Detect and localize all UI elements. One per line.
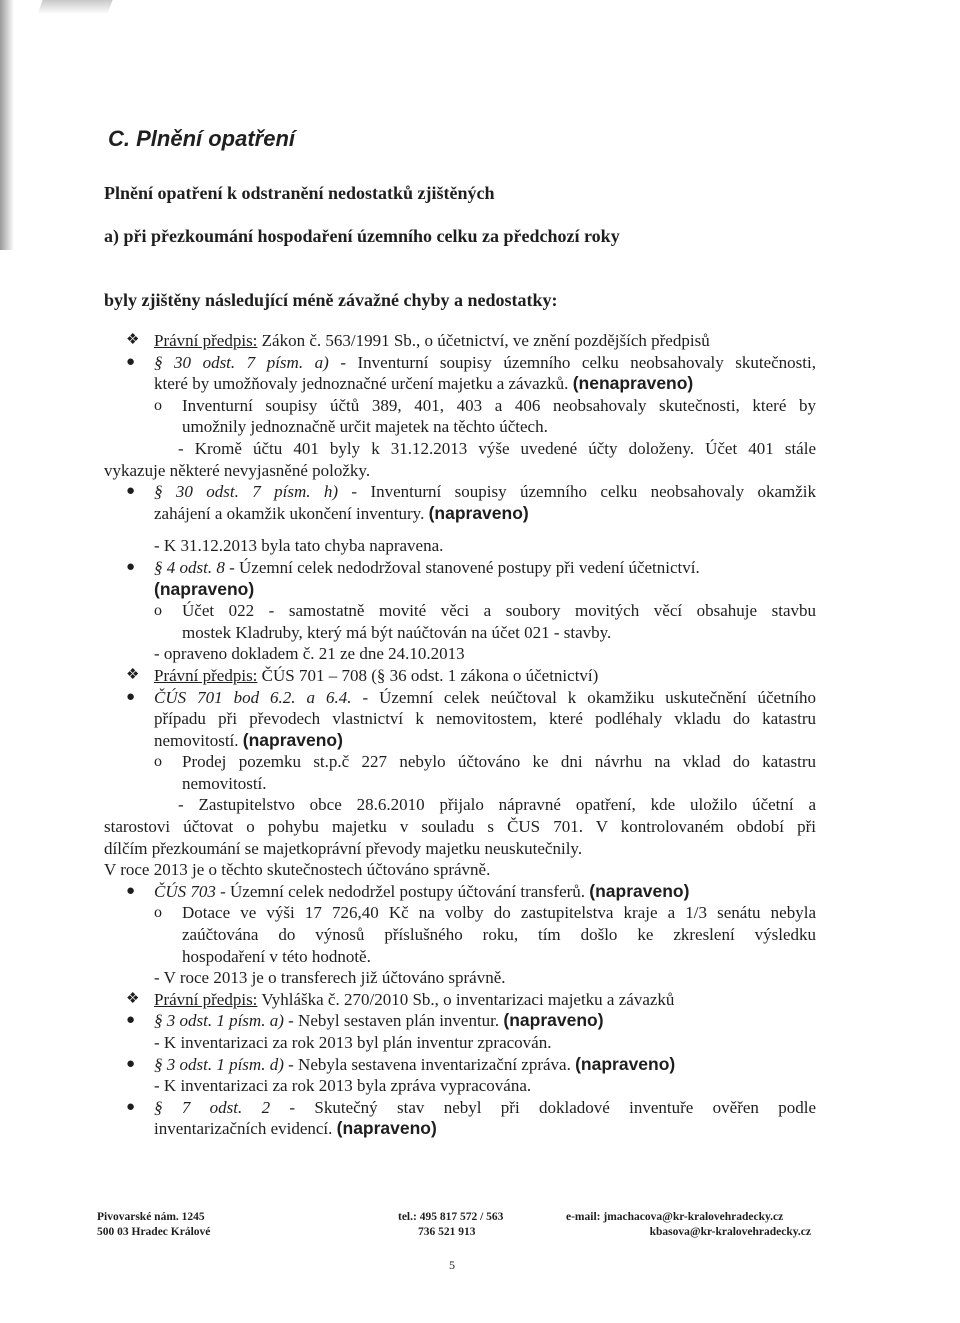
remedy-note: dílčím přezkoumání se majetkoprávní převody majetku neuskutečnily. bbox=[104, 838, 583, 858]
legal-basis-item bbox=[104, 989, 816, 1011]
finding-text: nemovitostí. bbox=[154, 730, 239, 750]
bullet-icon: ● bbox=[126, 688, 136, 705]
finding-item bbox=[104, 557, 816, 600]
finding-item bbox=[104, 881, 816, 903]
footer-address-line: 500 03 Hradec Králové bbox=[97, 1226, 211, 1238]
subheading-1: Plnění opatření k odstranění nedostatků zjištěných bbox=[104, 183, 495, 203]
finding-text: inventarizačních evidencí. bbox=[154, 1119, 333, 1139]
footer-phone-line: 736 521 913 bbox=[418, 1226, 476, 1238]
status-badge: (napraveno) bbox=[154, 578, 255, 599]
detail-text: Prodej pozemku st.p.č 227 nebylo účtováno ke dni návrhu na vklad do katastru bbox=[182, 752, 816, 772]
scan-shadow-top bbox=[37, 0, 112, 14]
remedy-note: - K 31.12.2013 byla tato chyba napravena. bbox=[154, 536, 444, 556]
bullet-icon: ● bbox=[126, 1055, 136, 1072]
footer-email-line: kbasova@kr-kralovehradecky.cz bbox=[649, 1226, 811, 1238]
legal-basis-label: Právní předpis: bbox=[154, 989, 258, 1009]
bullet-icon: ● bbox=[126, 483, 136, 500]
circle-bullet-icon: o bbox=[154, 396, 162, 414]
detail-text: mostek Kladruby, který má být naúčtován na účet 021 - stavby. bbox=[182, 622, 612, 642]
footer-email-line: e-mail: jmachacova@kr-kralovehradecky.cz bbox=[566, 1211, 784, 1223]
legal-basis-text: Vyhláška č. 270/2010 Sb., o inventarizaci majetku a závazků bbox=[257, 989, 675, 1009]
paragraph-ref: § 3 odst. 1 písm. d) bbox=[154, 1054, 284, 1074]
remedy-note: - Zastupitelstvo obce 28.6.2010 přijalo nápravné opatření, kde uložilo účetní a bbox=[178, 795, 816, 815]
paragraph-ref: § 4 odst. 8 bbox=[154, 557, 225, 577]
remedy-note: - Kromě účtu 401 byly k 31.12.2013 výše uvedené účty doloženy. Účet 401 stále bbox=[178, 438, 816, 458]
remedy-note: - K inventarizaci za rok 2013 byl plán inventur zpracován. bbox=[154, 1033, 552, 1052]
finding-text: - Nebyla sestavena inventarizační zpráva. bbox=[283, 1054, 571, 1074]
paragraph-ref: ČÚS 701 bod 6.2. a 6.4. bbox=[154, 687, 352, 707]
paragraph-ref: ČÚS 703 bbox=[154, 881, 216, 901]
legal-basis-label: Právní předpis: bbox=[154, 665, 258, 685]
remedy-note: - V roce 2013 je o transferech již účtováno správně. bbox=[154, 968, 506, 988]
finding-text: - Nebyl sestaven plán inventur. bbox=[283, 1011, 500, 1031]
legal-basis-item bbox=[104, 330, 816, 352]
circle-bullet-icon: o bbox=[154, 904, 162, 922]
finding-text: zahájení a okamžik ukončení inventury. bbox=[154, 503, 425, 523]
bullet-icon: ● bbox=[126, 1012, 136, 1029]
finding-detail bbox=[104, 395, 816, 438]
detail-text: Inventurní soupisy účtů 389, 401, 403 a 406 neobsahovaly skutečnosti, které by bbox=[182, 395, 816, 415]
subheading-2: a) při přezkoumání hospodaření územního celku za předchozí roky bbox=[104, 226, 620, 246]
status-badge: (napraveno) bbox=[242, 729, 343, 750]
finding-text: - Skutečný stav nebyl při dokladové inventuře ověřen podle bbox=[270, 1097, 817, 1117]
page-number: 5 bbox=[449, 1258, 455, 1272]
remedy-note: - opraveno dokladem č. 21 ze dne 24.10.2013 bbox=[154, 644, 465, 664]
bullet-icon: ● bbox=[126, 558, 136, 575]
bullet-icon: ● bbox=[126, 882, 136, 899]
detail-text: nemovitostí. bbox=[182, 773, 267, 793]
finding-item bbox=[104, 1097, 816, 1140]
legal-basis-text: Zákon č. 563/1991 Sb., o účetnictví, ve znění pozdějších předpisů bbox=[257, 331, 710, 350]
status-badge: (napraveno) bbox=[589, 880, 690, 901]
diamond-bullet-icon: ❖ bbox=[126, 332, 140, 348]
detail-text: hospodaření v této hodnotě. bbox=[182, 946, 371, 966]
finding-text: - Územní celek neúčtoval k okamžiku uskutečnění účetního bbox=[351, 687, 816, 707]
status-badge: (napraveno) bbox=[503, 1010, 604, 1031]
section-heading: C. Plnění opatření bbox=[108, 126, 296, 151]
legal-basis-text: ČÚS 701 – 708 (§ 36 odst. 1 zákona o účetnictví) bbox=[257, 665, 599, 685]
footer-phone-line: tel.: 495 817 572 / 563 bbox=[398, 1211, 504, 1223]
footer-email bbox=[566, 1210, 811, 1240]
remedy-note: V roce 2013 je o těchto skutečnostech účtováno správně. bbox=[104, 860, 491, 880]
footer-address bbox=[97, 1210, 210, 1240]
bullet-icon: ● bbox=[126, 1098, 136, 1115]
diamond-bullet-icon: ❖ bbox=[126, 666, 140, 683]
finding-item bbox=[104, 352, 816, 395]
finding-text: - Inventurní soupisy územního celku neobsahovaly skutečnosti, bbox=[328, 352, 816, 372]
status-badge: (napraveno) bbox=[575, 1053, 676, 1074]
finding-item bbox=[104, 1054, 816, 1076]
finding-item bbox=[104, 1010, 816, 1032]
finding-text: - Inventurní soupisy územního celku neobsahovaly okamžik bbox=[338, 482, 816, 502]
remedy-note: starostovi účtovat o pohybu majetku v souladu s ČUS 701. V kontrolovaném období při bbox=[104, 817, 816, 837]
finding-text: - Územní celek nedodržoval stanovené postupy při vedení účetnictví. bbox=[224, 557, 700, 577]
remedy-note: - K inventarizaci za rok 2013 byla zpráva vypracována. bbox=[154, 1076, 532, 1096]
subheading-3: byly zjištěny následující méně závažné chyby a nedostatky: bbox=[104, 290, 558, 310]
detail-text: Účet 022 - samostatně movité věci a soubory movitých věcí obsahuje stavbu bbox=[182, 601, 816, 621]
detail-text: umožnily jednoznačně určit majetek na těchto účtech. bbox=[182, 417, 548, 437]
status-badge: (napraveno) bbox=[336, 1118, 437, 1139]
bullet-icon: ● bbox=[126, 353, 136, 370]
finding-detail bbox=[104, 902, 816, 967]
finding-text: - Územní celek nedodržel postupy účtování transferů. bbox=[215, 881, 586, 901]
findings-list bbox=[104, 330, 816, 1140]
circle-bullet-icon: o bbox=[154, 753, 162, 771]
finding-text: případu při převodech vlastnictví k nemovitostem, které podléhaly vkladu do katastru bbox=[154, 709, 816, 729]
scan-shadow-left bbox=[0, 0, 14, 250]
circle-bullet-icon: o bbox=[154, 602, 162, 620]
finding-detail bbox=[104, 600, 816, 643]
finding-item bbox=[104, 481, 816, 524]
diamond-bullet-icon: ❖ bbox=[126, 990, 140, 1007]
status-badge: (napraveno) bbox=[428, 502, 529, 523]
legal-basis-label: Právní předpis: bbox=[154, 331, 258, 350]
detail-text: zaúčtována do výnosů příslušného roku, tím došlo ke zkreslení výsledku bbox=[182, 925, 816, 945]
status-badge: (nenapraveno) bbox=[572, 373, 694, 394]
detail-text: Dotace ve výši 17 726,40 Kč na volby do zastupitelstva kraje a 1/3 senátu nebyla bbox=[182, 903, 816, 923]
paragraph-ref: § 7 odst. 2 bbox=[154, 1097, 271, 1117]
finding-detail bbox=[104, 751, 816, 794]
paragraph-ref: § 3 odst. 1 písm. a) bbox=[154, 1011, 284, 1031]
paragraph-ref: § 30 odst. 7 písm. a) bbox=[154, 352, 329, 372]
finding-text: které by umožňovaly jednoznačné určení majetku a závazků. bbox=[154, 374, 569, 394]
legal-basis-item bbox=[104, 665, 816, 687]
finding-item bbox=[104, 687, 816, 752]
remedy-note: vykazuje některé nevyjasněné položky. bbox=[104, 460, 371, 480]
paragraph-ref: § 30 odst. 7 písm. h) bbox=[154, 482, 339, 502]
footer-phone bbox=[398, 1210, 503, 1240]
footer-address-line: Pivovarské nám. 1245 bbox=[97, 1211, 205, 1223]
